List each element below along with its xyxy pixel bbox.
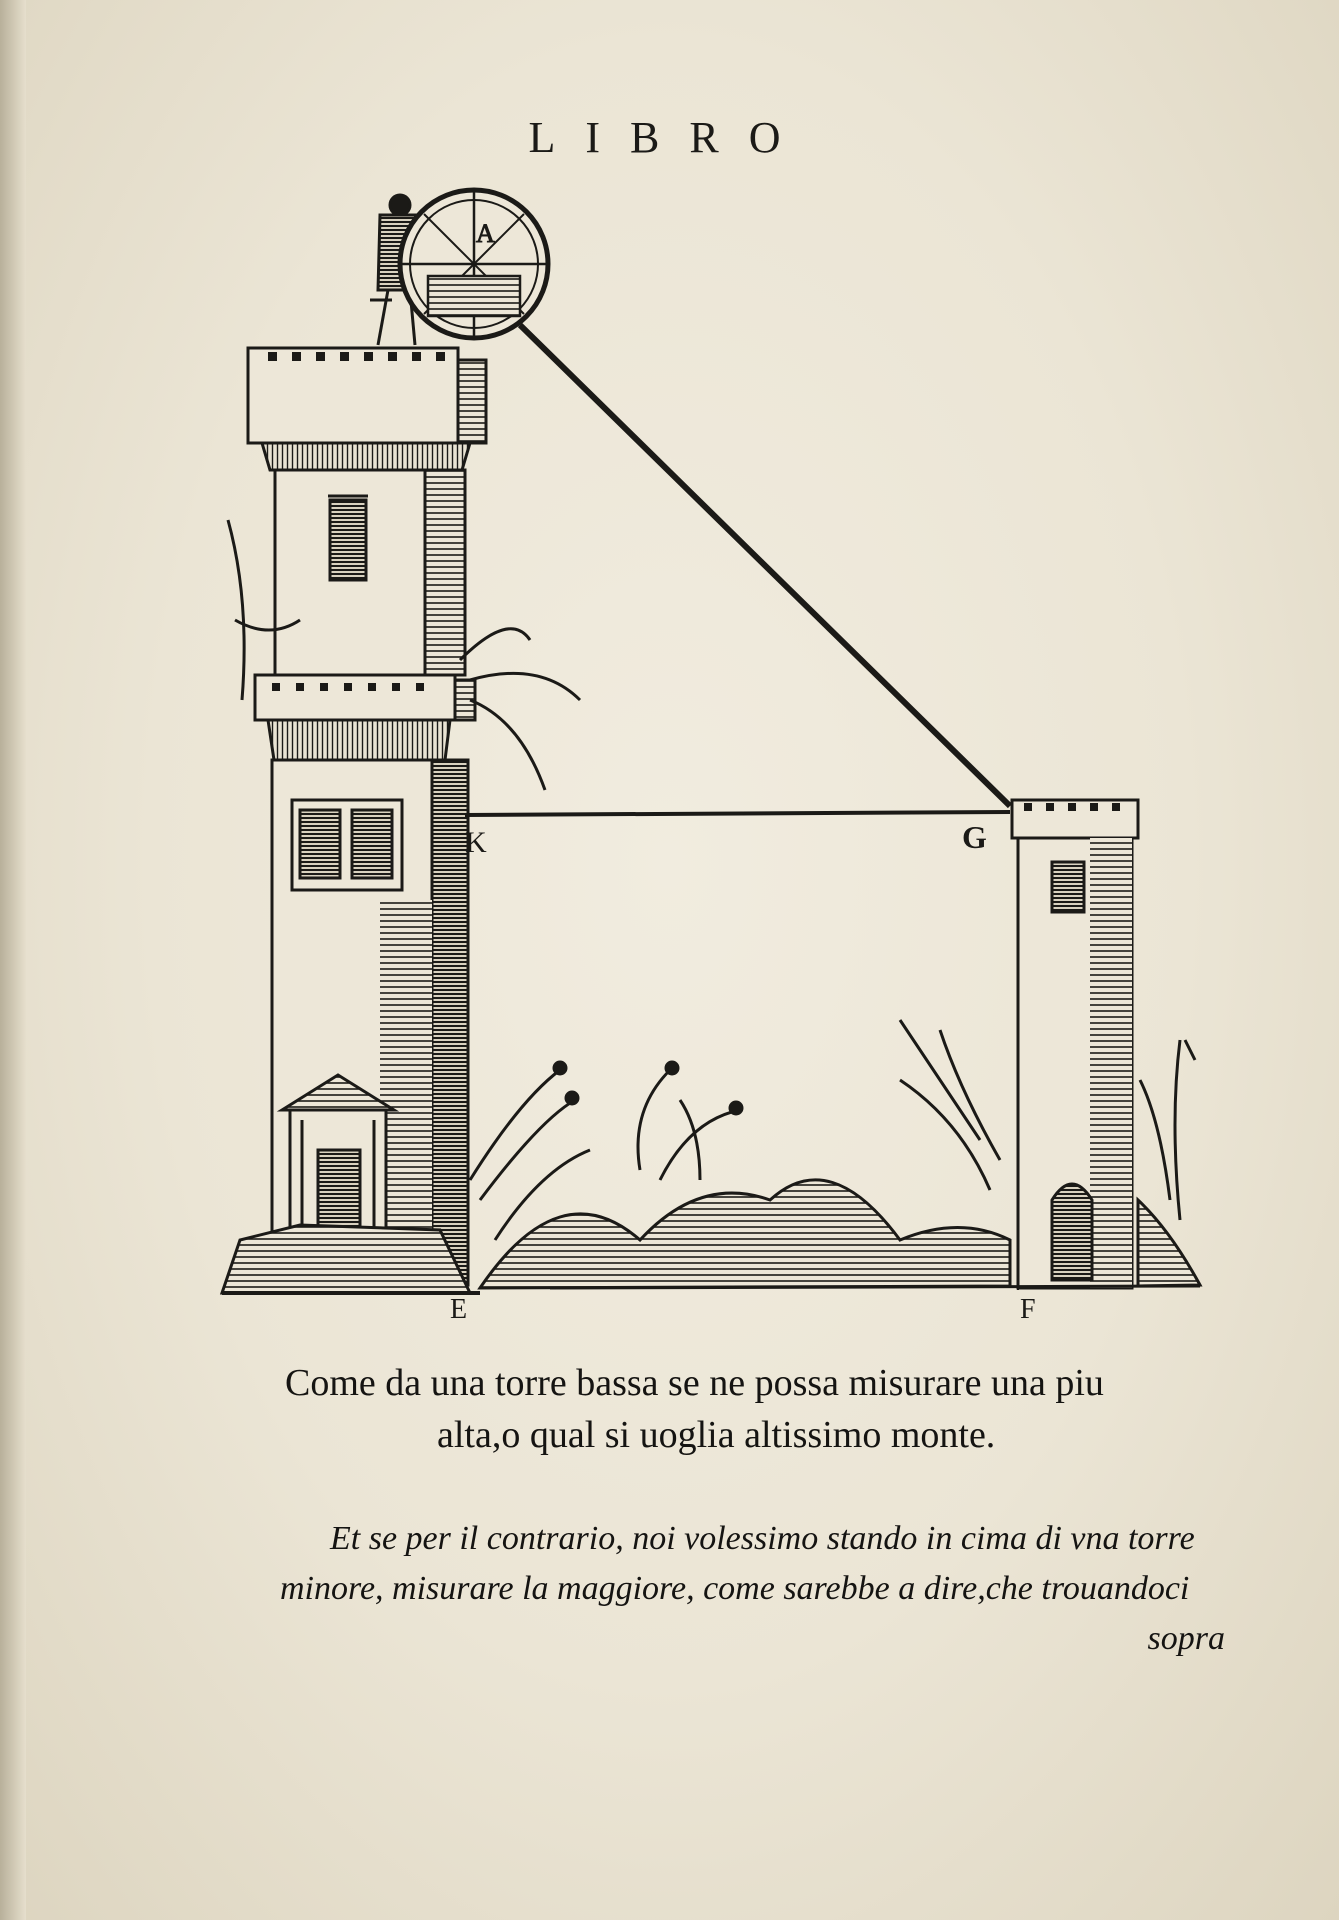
- running-head: LIBRO: [528, 113, 811, 162]
- label-e: E: [450, 1294, 468, 1325]
- label-g: G: [962, 819, 987, 855]
- caption-line-1: Come da una torre bassa se ne possa misurare una piu: [285, 1362, 1104, 1404]
- body-line-3: sopra: [1147, 1620, 1225, 1657]
- tall-tower: [222, 348, 486, 1293]
- label-k: K: [465, 826, 487, 859]
- body-paragraph: [280, 1514, 1230, 1664]
- label-f: F: [1020, 1294, 1036, 1325]
- label-a: A: [476, 219, 495, 248]
- quadrant-instrument: [400, 190, 548, 338]
- sight-line: [520, 325, 1010, 806]
- figure-caption: [285, 1357, 1245, 1461]
- horizontal-line-kg: [465, 812, 1010, 815]
- body-line-1: Et se per il contrario, noi volessimo stando in cima di vna torre: [330, 1520, 1195, 1557]
- short-tower: [1012, 800, 1138, 1288]
- body-line-2: minore, misurare la maggiore, come sarebbe a dire,che trouandoci: [280, 1570, 1190, 1607]
- caption-line-2: alta,o qual si uoglia altissimo monte.: [437, 1414, 996, 1456]
